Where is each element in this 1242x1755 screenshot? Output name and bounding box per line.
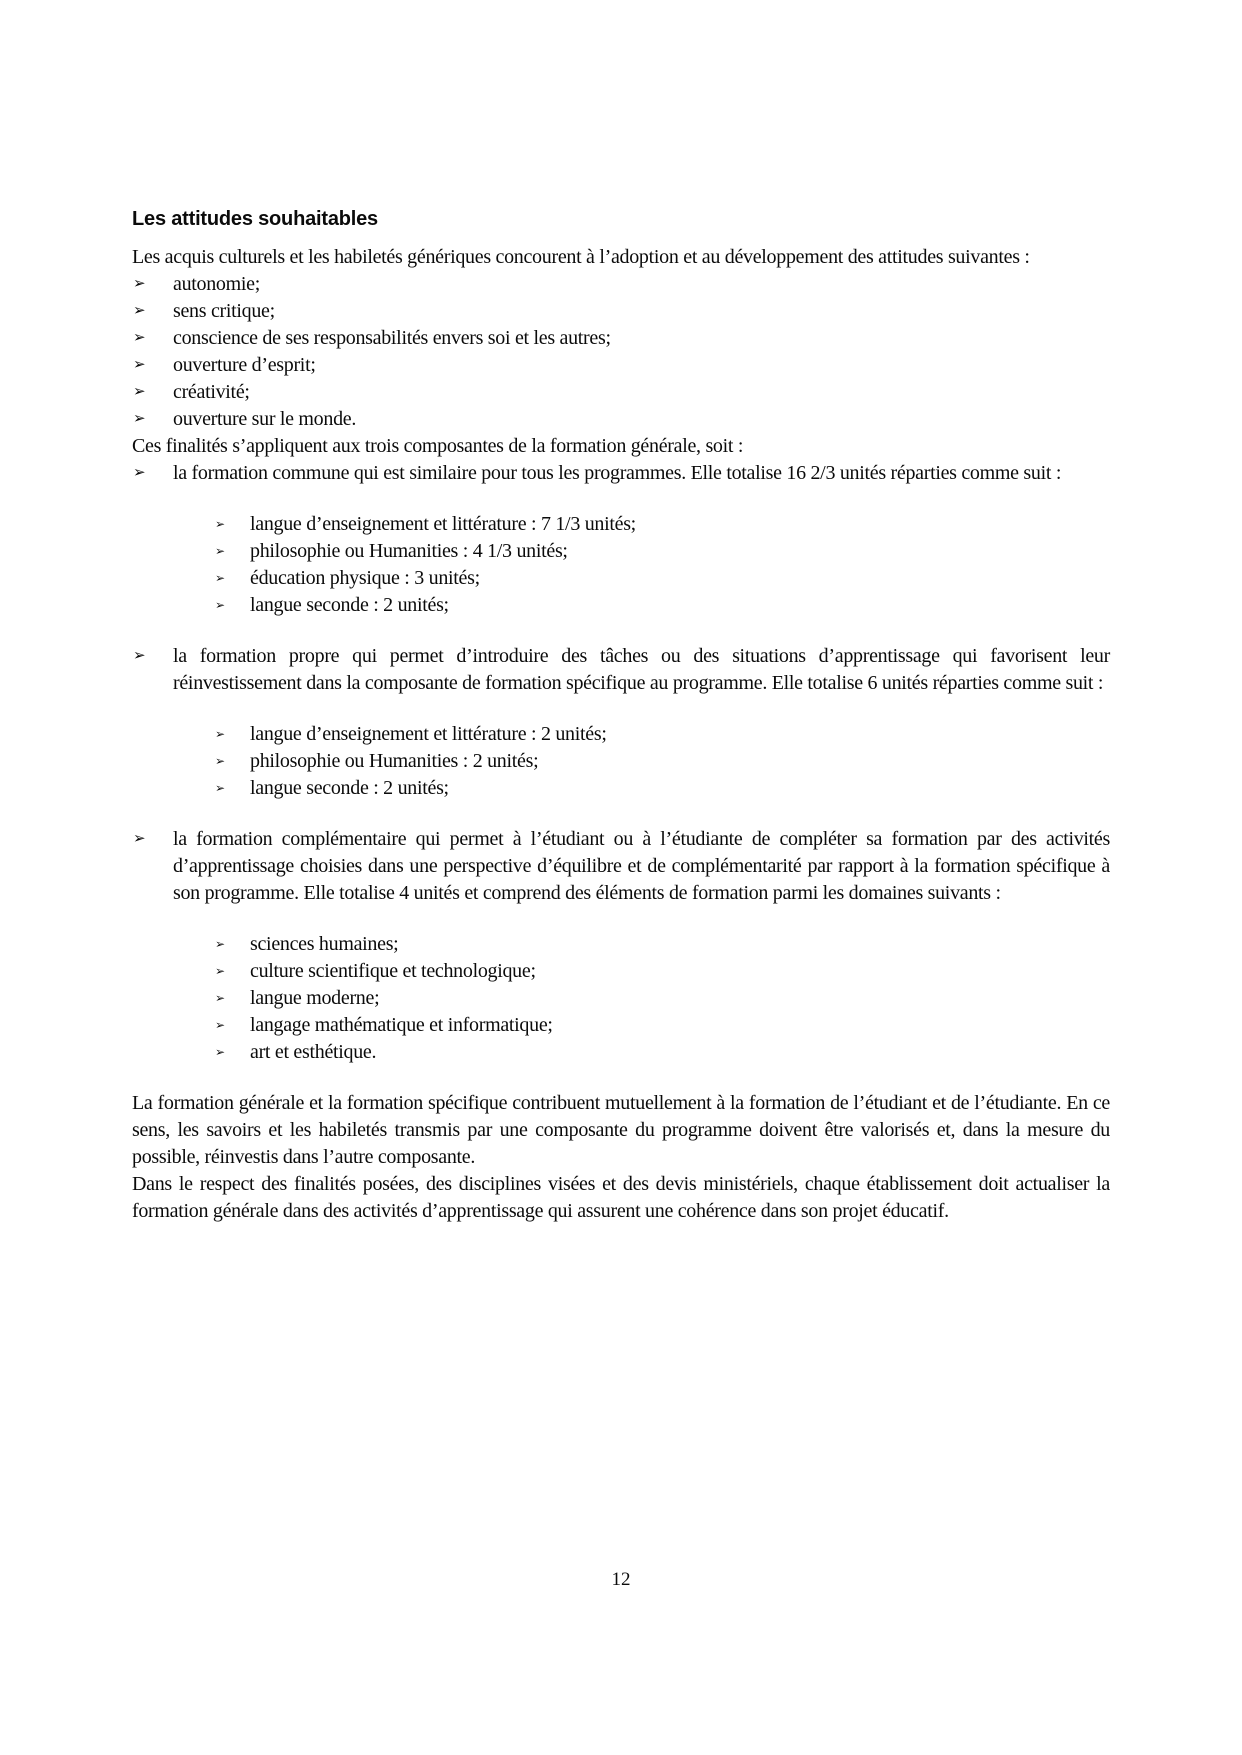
- composante-commune: [132, 460, 1110, 619]
- list-item: [214, 958, 1110, 985]
- arrow-bullet-icon: ➢: [133, 330, 146, 346]
- list-item: [132, 352, 1110, 379]
- list-item: [214, 721, 1110, 748]
- composante-text: la formation propre qui permet d’introduire des tâches ou des situations d’apprentissage qui favorisent leur réinvestissement dans la composante de formation spécifique au programme. Elle totalise 6 unités réparties comme suit :: [173, 645, 1110, 694]
- list-item: [214, 748, 1110, 775]
- arrow-bullet-icon: ➢: [215, 598, 226, 612]
- list-item-text: philosophie ou Humanities : 2 unités;: [250, 750, 539, 772]
- arrow-bullet-icon: ➢: [133, 831, 146, 847]
- arrow-bullet-icon: ➢: [215, 517, 226, 531]
- arrow-bullet-icon: ➢: [133, 384, 146, 400]
- list-item-text: langue seconde : 2 unités;: [250, 594, 449, 616]
- composantes-list: [132, 460, 1110, 1066]
- finalites-paragraph: Ces finalités s’appliquent aux trois composantes de la formation générale, soit :: [132, 435, 744, 457]
- arrow-bullet-icon: ➢: [215, 571, 226, 585]
- arrow-bullet-icon: ➢: [133, 648, 146, 664]
- list-item-text: langue moderne;: [250, 987, 380, 1009]
- arrow-bullet-icon: ➢: [133, 357, 146, 373]
- composante-propre: [132, 643, 1110, 802]
- composante-sublist: [214, 721, 1110, 802]
- arrow-bullet-icon: ➢: [133, 276, 146, 292]
- list-item: [132, 271, 1110, 298]
- list-item-text: ouverture sur le monde.: [173, 408, 357, 430]
- list-item-text: art et esthétique.: [250, 1041, 377, 1063]
- list-item-text: culture scientifique et technologique;: [250, 960, 536, 982]
- list-item-text: éducation physique : 3 unités;: [250, 567, 480, 589]
- list-item-text: conscience de ses responsabilités envers soi et les autres;: [173, 327, 611, 349]
- arrow-bullet-icon: ➢: [215, 1018, 226, 1032]
- arrow-bullet-icon: ➢: [133, 411, 146, 427]
- arrow-bullet-icon: ➢: [215, 727, 226, 741]
- list-item: [132, 325, 1110, 352]
- arrow-bullet-icon: ➢: [133, 303, 146, 319]
- list-item: [214, 511, 1110, 538]
- composante-sublist: [214, 511, 1110, 619]
- arrow-bullet-icon: ➢: [215, 991, 226, 1005]
- closing-paragraph-2: Dans le respect des finalités posées, des disciplines visées et des devis ministériels, chaque établissement doit actualiser la formation générale dans des activités d’apprentissage qui assurent une cohérence dans son projet éducatif.: [132, 1173, 1110, 1222]
- list-item: [214, 985, 1110, 1012]
- list-item: [214, 1012, 1110, 1039]
- list-item-text: sciences humaines;: [250, 933, 399, 955]
- list-item: [214, 931, 1110, 958]
- composante-text: la formation commune qui est similaire pour tous les programmes. Elle totalise 16 2/3 unités réparties comme suit :: [173, 462, 1062, 484]
- list-item: [132, 406, 1110, 433]
- list-item-text: ouverture d’esprit;: [173, 354, 316, 376]
- attitudes-list: [132, 271, 1110, 433]
- arrow-bullet-icon: ➢: [215, 544, 226, 558]
- arrow-bullet-icon: ➢: [215, 937, 226, 951]
- section-heading: Les attitudes souhaitables: [132, 208, 378, 230]
- list-item-text: créativité;: [173, 381, 250, 403]
- list-item-text: langue d’enseignement et littérature : 2 unités;: [250, 723, 607, 745]
- intro-paragraph: Les acquis culturels et les habiletés génériques concourent à l’adoption et au développement des attitudes suivantes :: [132, 246, 1030, 268]
- page-number: 12: [611, 1569, 631, 1590]
- arrow-bullet-icon: ➢: [133, 465, 146, 481]
- list-item: [214, 538, 1110, 565]
- list-item-text: langue d’enseignement et littérature : 7 1/3 unités;: [250, 513, 636, 535]
- list-item: [214, 565, 1110, 592]
- list-item-text: sens critique;: [173, 300, 275, 322]
- list-item: [214, 775, 1110, 802]
- composante-sublist: [214, 931, 1110, 1066]
- arrow-bullet-icon: ➢: [215, 1045, 226, 1059]
- composante-complementaire: [132, 826, 1110, 1066]
- list-item-text: langage mathématique et informatique;: [250, 1014, 553, 1036]
- list-item: [214, 1039, 1110, 1066]
- list-item-text: autonomie;: [173, 273, 260, 295]
- closing-paragraph-1: La formation générale et la formation spécifique contribuent mutuellement à la formation de l’étudiant et de l’étudiante. En ce sens, les savoirs et les habiletés transmis par une composante du programme doivent être valorisés et, dans la mesure du possible, réinvestis dans l’autre composante.: [132, 1092, 1110, 1168]
- arrow-bullet-icon: ➢: [215, 781, 226, 795]
- arrow-bullet-icon: ➢: [215, 754, 226, 768]
- page-content: [132, 206, 1110, 1225]
- list-item-text: philosophie ou Humanities : 4 1/3 unités;: [250, 540, 568, 562]
- composante-text: la formation complémentaire qui permet à l’étudiant ou à l’étudiante de compléter sa formation par des activités d’apprentissage choisies dans une perspective d’équilibre et de complémentarité par rapport à la formation spécifique à son programme. Elle totalise 4 unités et comprend des éléments de formation parmi les domaines suivants :: [173, 828, 1110, 904]
- list-item-text: langue seconde : 2 unités;: [250, 777, 449, 799]
- list-item: [132, 379, 1110, 406]
- list-item: [214, 592, 1110, 619]
- list-item: [132, 298, 1110, 325]
- arrow-bullet-icon: ➢: [215, 964, 226, 978]
